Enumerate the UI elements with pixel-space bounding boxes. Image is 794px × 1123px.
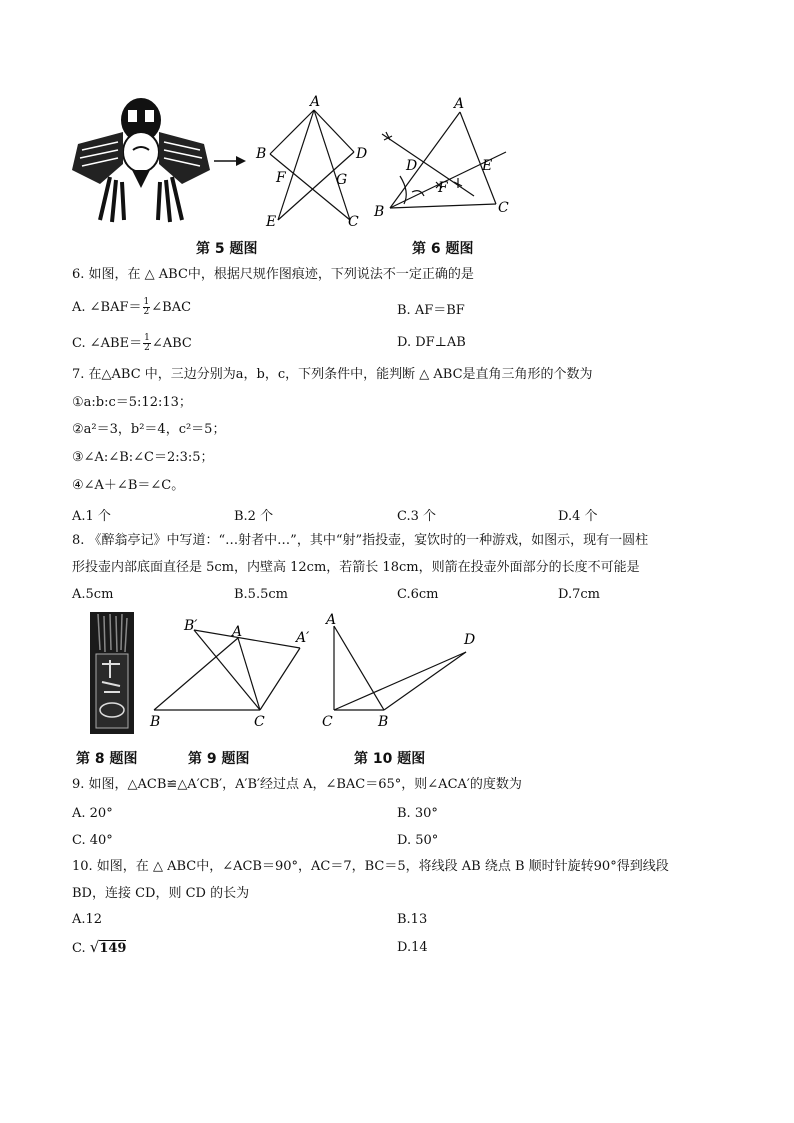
- figure-9-caption: 第 9 题图: [188, 751, 250, 767]
- fig9-label-B: B: [150, 714, 161, 730]
- q9-option-a: A. 20°: [72, 806, 113, 821]
- fig9-label-A: A: [232, 624, 243, 640]
- q7-option-b: B.2 个: [234, 509, 274, 524]
- q9-option-c: C. 40°: [72, 833, 113, 848]
- fig5-label-D: D: [356, 146, 368, 162]
- figure-10-diagram: [318, 608, 486, 734]
- q10-line-1: 10. 如图，在 △ ABC中，∠ACB＝90°，AC＝7，BC＝5，将线段 AB 绕点 B 顺时针旋转90°得到线段: [72, 859, 669, 874]
- fig6-label-B: B: [374, 204, 385, 220]
- q7-option-d: D.4 个: [558, 509, 598, 524]
- q8-option-a: A.5cm: [72, 587, 114, 602]
- fig6-label-A: A: [454, 96, 465, 112]
- q10-c-prefix: C.: [72, 941, 90, 956]
- figure-9-diagram: [146, 612, 318, 734]
- fig6-label-D: D: [406, 158, 418, 174]
- figure-6-caption: 第 6 题图: [412, 241, 474, 257]
- q10-option-c: [72, 938, 126, 956]
- q8-option-c: C.6cm: [397, 587, 439, 602]
- kite-image: [70, 92, 212, 224]
- figure-6-diagram: [370, 92, 520, 224]
- q6-a-fraction: [143, 298, 151, 317]
- fig5-label-B: B: [256, 146, 267, 162]
- arrow-icon: [212, 154, 248, 168]
- fig6-label-C: C: [498, 200, 509, 216]
- fig5-label-C: C: [348, 214, 359, 230]
- q9-stem: 9. 如图，△ACB≌△A′CB′，A′B′经过点 A，∠BAC＝65°，则∠ACA′的度数为: [72, 777, 522, 792]
- q8-option-d: D.7cm: [558, 587, 600, 602]
- fig6-label-F: F: [438, 180, 448, 196]
- sqrt-symbol: √: [89, 938, 100, 956]
- fig9-label-Ap: A′: [296, 630, 310, 646]
- fig5-label-G: G: [336, 172, 348, 188]
- q7-option-a: A.1 个: [72, 509, 111, 524]
- q8-line-1: 8. 《醉翁亭记》中写道：“…射者中…”，其中“射”指投壶，宴饮时的一种游戏，如图示，现有一圆柱: [72, 533, 649, 548]
- q6-c-fraction: [143, 334, 151, 353]
- q7-stem: 7. 在△ABC 中，三边分别为a，b，c，下列条件中，能判断 △ ABC是直角三角形的个数为: [72, 367, 593, 382]
- q8-option-b: B.5.5cm: [234, 587, 288, 602]
- q6-c-suffix: ∠ABC: [151, 336, 192, 351]
- fig9-label-C: C: [254, 714, 265, 730]
- q8-line-2: 形投壶内部底面直径是 5cm，内壁高 12cm，若箭长 18cm，则箭在投壶外面部分的长度不可能是: [72, 560, 640, 575]
- q6-c-prefix: C. ∠ABE＝: [72, 336, 143, 351]
- q7-condition-1: ①a:b:c＝5:12:13；: [72, 395, 192, 410]
- fig5-label-F: F: [276, 170, 286, 186]
- fig10-label-A: A: [326, 612, 337, 628]
- fig10-label-C: C: [322, 714, 333, 730]
- q7-condition-3: ③∠A:∠B:∠C＝2:3:5；: [72, 450, 214, 465]
- figure-5-diagram: [250, 92, 380, 232]
- q6-a-den: 2: [143, 307, 150, 317]
- q9-option-d: D. 50°: [397, 833, 439, 848]
- fig5-label-A: A: [310, 94, 321, 110]
- figure-5-caption: 第 5 题图: [196, 241, 258, 257]
- q10-option-d: D.14: [397, 940, 428, 955]
- q10-c-radicand: 149: [99, 941, 127, 956]
- q6-c-den: 2: [144, 343, 150, 353]
- q6-a-prefix: A. ∠BAF＝: [72, 300, 142, 315]
- q6-c-num: 1: [144, 333, 150, 343]
- q9-option-b: B. 30°: [397, 806, 438, 821]
- fig10-label-D: D: [464, 632, 476, 648]
- q6-a-num: 1: [143, 297, 150, 307]
- q7-condition-4: ④∠A＋∠B＝∠C。: [72, 478, 185, 493]
- touhu-vase-image: [90, 612, 134, 734]
- q10-option-a: A.12: [72, 912, 103, 927]
- q6-option-d: D. DF⊥AB: [397, 335, 466, 350]
- fig10-label-B: B: [378, 714, 389, 730]
- q6-option-b: B. AF＝BF: [397, 303, 465, 318]
- q10-option-b: B.13: [397, 912, 428, 927]
- fig5-label-E: E: [266, 214, 277, 230]
- fig6-label-E: E: [482, 158, 493, 174]
- q6-option-a: [72, 296, 191, 317]
- q6-stem: 6. 如图，在 △ ABC中，根据尺规作图痕迹，下列说法不一定正确的是: [72, 267, 474, 282]
- q7-option-c: C.3 个: [397, 509, 437, 524]
- q7-condition-2: ②a²＝3，b²＝4，c²＝5；: [72, 422, 226, 437]
- q10-line-2: BD，连接 CD，则 CD 的长为: [72, 886, 250, 901]
- q6-a-suffix: ∠BAC: [151, 300, 192, 315]
- figure-8-caption: 第 8 题图: [76, 751, 138, 767]
- fig9-label-Bp: B′: [184, 618, 198, 634]
- figure-10-caption: 第 10 题图: [354, 751, 426, 767]
- q6-option-c: [72, 332, 192, 353]
